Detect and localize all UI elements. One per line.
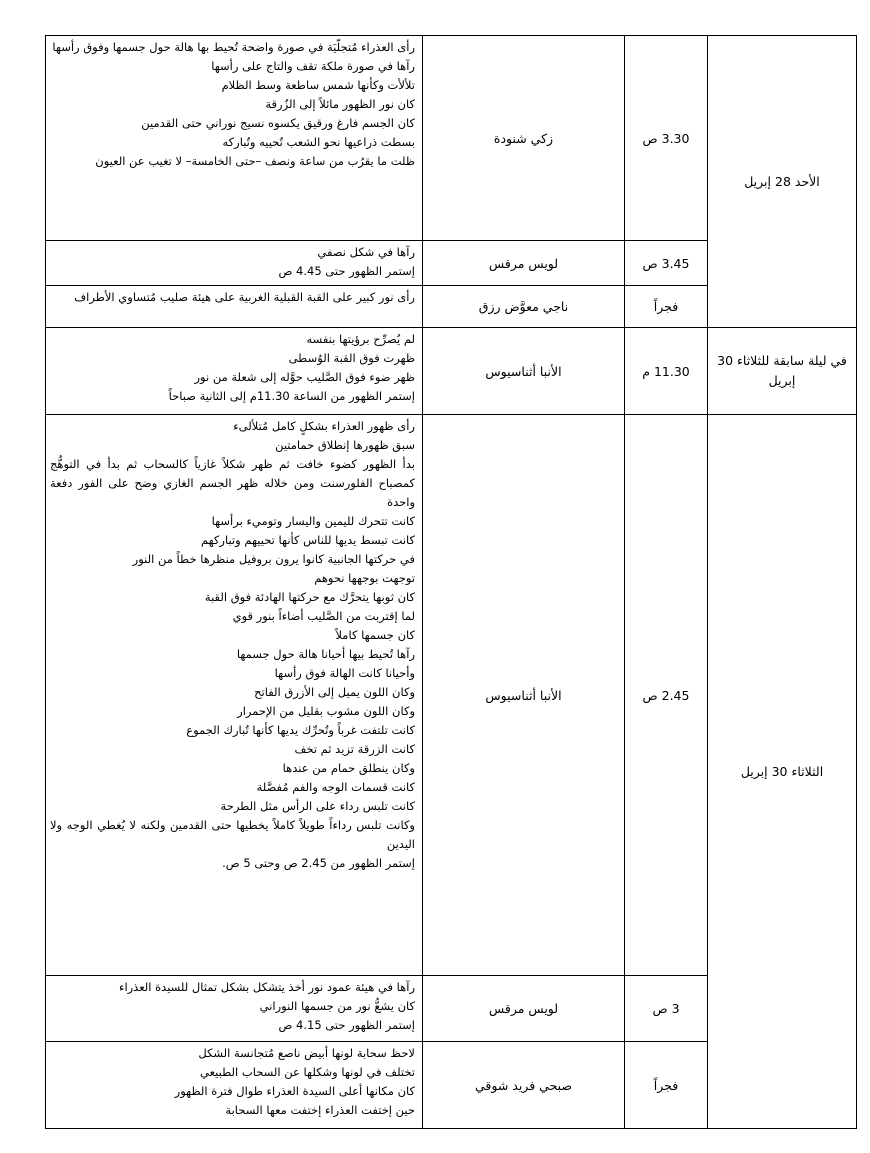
description-line: كانت تلبس رداء على الرأس مثل الطرحة <box>220 799 415 813</box>
description-line: ظلت ما يقرُب من ساعة ونصف –حتى الخامسة– لا تغيب عن العيون <box>95 154 415 168</box>
date-cell: الثلاثاء 30 إبريل <box>708 415 857 1129</box>
description-line: وكان اللون مشوب بقليل من الإحمرار <box>237 704 415 718</box>
description-line: إستمر الظهور حتى 4.15 ص <box>278 1018 415 1032</box>
date-cell: الأحد 28 إبريل <box>708 36 857 328</box>
description-line: رآها في صورة ملكة تقف والتاج على رأسها <box>211 59 415 73</box>
description-line: كان جسمها كاملاً <box>335 628 415 642</box>
description-line: ظهر ضوء فوق الصَّليب حوَّله إلى شعلة من نور <box>194 370 415 384</box>
witness-cell: الأنبا أثناسيوس <box>423 415 625 976</box>
description-line: تلألأت وكأنها شمس ساطعة وسط الظلام <box>221 78 415 92</box>
apparitions-table <box>45 35 857 1129</box>
description-line: وكان ينطلق حمام من عندها <box>282 761 415 775</box>
date-cell: في ليلة سابقة للثلاثاء 30 إبريل <box>708 328 857 415</box>
description-line: كانت قسمات الوجه والفم مُفصَّلة <box>256 780 415 794</box>
description-line: سبق ظهورها إنطلاق حمامتين <box>275 438 415 452</box>
description-line: رآها في هيئة عمود نور أخذ يتشكل بشكل تمثال للسيدة العذراء <box>119 980 415 994</box>
description-line: رآها تُحيط بيها أحيانا هالة حول جسمها <box>236 647 415 661</box>
table-row <box>46 415 857 976</box>
description-cell <box>46 328 423 415</box>
description-cell <box>46 286 423 328</box>
witness-cell: صبحي فريد شوقي <box>423 1042 625 1129</box>
description-line: لما إقتربت من الصَّليب أضاءاً بنور قوي <box>232 609 415 623</box>
apparitions-page <box>45 35 847 1129</box>
witness-cell: لويس مرقس <box>423 241 625 286</box>
description-line: ظهرت فوق القبة الوُسطى <box>288 351 415 365</box>
description-line: كانت تبسط يديها للناس كأنها تحييهم وتباركهم <box>200 533 415 547</box>
description-cell <box>46 1042 423 1129</box>
description-line: كانت تتحرك لليمين واليسار وتوميء برأسها <box>211 514 415 528</box>
description-line: وكانت تلبس رداءاً طويلاً كاملاً يخطيها حتى القدمين ولكنه لا يُغطي الوجه ولا اليدين <box>50 818 415 851</box>
description-line: كان مكانها أعلى السيدة العذراء طوال فترة الظهور <box>174 1084 415 1098</box>
time-cell: 3.45 ص <box>625 241 708 286</box>
witness-cell: زكي شنودة <box>423 36 625 241</box>
description-cell <box>46 976 423 1042</box>
description-line: كان الجسم فارغ ورقيق يكسوه نسيج نوراني حتى القدمين <box>141 116 415 130</box>
description-line: وكان اللون يميل إلى الأزرق الفاتح <box>254 685 415 699</box>
time-cell: 3.30 ص <box>625 36 708 241</box>
time-cell: فجراً <box>625 1042 708 1129</box>
description-line: كانت تلتفت غرباً وتُحرِّك يديها كأنها تُبارك الجموع <box>186 723 415 737</box>
description-line: حين إختفت العذراء إختفت معها السحابة <box>225 1103 415 1117</box>
description-cell <box>46 241 423 286</box>
description-line: إستمر الظهور حتى 4.45 ص <box>278 264 415 278</box>
description-line: وأحيانا كانت الهالة فوق رأسها <box>274 666 415 680</box>
table-row <box>46 328 857 415</box>
description-line: في حركتها الجانبية كانوا يرون بروفيل منظرها خطاً من النور <box>132 552 415 566</box>
description-line: كانت الزرقة تزيد ثم تخف <box>294 742 415 756</box>
description-line: إستمر الظهور من 2.45 ص وحتى 5 ص. <box>222 856 415 870</box>
time-cell: 3 ص <box>625 976 708 1042</box>
description-cell <box>46 36 423 241</box>
description-cell <box>46 415 423 976</box>
description-line: كان ثوبها يتحرَّك مع حركتها الهادئة فوق القبة <box>204 590 415 604</box>
description-line: رأى العذراء مُتجلّيَة في صورة واضحة تُحيط بها هالة حول جسمها وفوق رأسها <box>52 40 415 54</box>
description-line: رأى نور كبير على القبة القبلية الغربية على هيئة صليب مُتساوي الأطراف <box>74 290 415 304</box>
description-line: بسطت ذراعيها نحو الشعب تُحييه وتُباركه <box>222 135 415 149</box>
description-line: تختلف في لونها وشكلها عن السحاب الطبيعي <box>200 1065 415 1079</box>
description-line: رأى ظهور العذراء بشكلٍ كامل مُتلألىء <box>233 419 415 433</box>
time-cell: 2.45 ص <box>625 415 708 976</box>
description-line: بدأ الظهور كضوء خافت ثم ظهر شكلاً غازياً كالسحاب ثم بدأ في التوهُّج كمصباح الفلورسنت ومن خلاله ظهر الجسم الغازي وضح على الفور دفعة واحدة <box>50 457 415 509</box>
description-line: كان نور الظهور مائلاً إلى الزُرقة <box>265 97 415 111</box>
table-row <box>46 36 857 241</box>
witness-cell: ناجي معوَّض رزق <box>423 286 625 328</box>
description-line: لم يُصرِّح برؤيتها بنفسه <box>306 332 415 346</box>
description-line: كان يشعُّ نور من جسمها النوراني <box>259 999 415 1013</box>
description-line: إستمر الظهور من الساعة 11.30م إلى الثانية صباحاً <box>168 389 415 403</box>
time-cell: 11.30 م <box>625 328 708 415</box>
description-line: لاحظ سحابة لونها أبيض ناصع مُتجانسة الشكل <box>198 1046 415 1060</box>
time-cell: فجراً <box>625 286 708 328</box>
witness-cell: لويس مرقس <box>423 976 625 1042</box>
description-line: توجهت بوجهها نحوهم <box>314 571 415 585</box>
witness-cell: الأنبا أثناسيوس <box>423 328 625 415</box>
description-line: رآها في شكل نصفي <box>317 245 415 259</box>
